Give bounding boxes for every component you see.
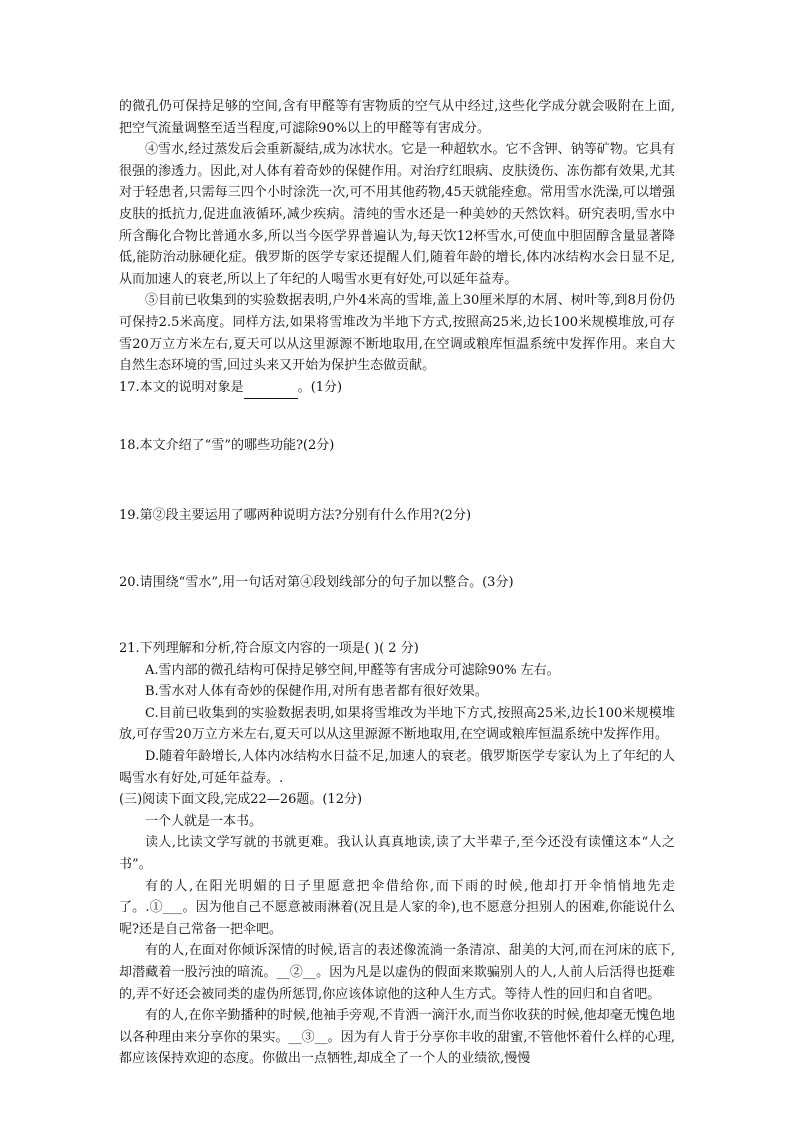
answer-space[interactable] bbox=[119, 457, 675, 505]
answer-space[interactable] bbox=[119, 527, 675, 572]
section-3-paragraph-2: 读人,比读文学写就的书就更难。我认认真真地读,读了大半辈子,至今还没有读懂这本“人之书”。 bbox=[119, 835, 675, 873]
passage-paragraph-continued: 的微孔仍可保持足够的空间,含有甲醛等有害物质的空气从中经过,这些化学成分就会吸附在上面,把空气流量调整至适当程度,可滤除90%以上的甲醛等有害成分。 bbox=[119, 99, 675, 136]
document-body bbox=[119, 96, 675, 1070]
question-21-option-b[interactable]: B.雪水对人体有奇妙的保健作用,对所有患者都有很好效果。 bbox=[145, 684, 488, 700]
question-17-score: 。(1分) bbox=[297, 379, 343, 395]
passage-paragraph-5: ⑤目前已收集到的实验数据表明,户外4米高的雪堆,盖上30厘米厚的木屑、树叶等,到8月份仍可保持2.5米高度。同样方法,如果将雪堆改为半地下方式,按照高25米,边长100米规模堆放,可存雪20万立方米左右,夏天可以从这里源源不断地取用,在空调或粮库恒温系统中发挥作用。来自大自然生态环境的雪,回过头来又开始为保护生态做贡献。 bbox=[119, 293, 675, 374]
question-18: 18.本文介绍了“雪”的哪些功能?(2分) bbox=[119, 438, 335, 454]
question-17-text: 17.本文的说明对象是 bbox=[119, 379, 244, 395]
question-21: 21.下列理解和分析,符合原文内容的一项是( )( 2 分) bbox=[119, 641, 419, 657]
question-21-option-a[interactable]: A.雪内部的微孔结构可保持足够空间,甲醛等有害成分可滤除90% 左右。 bbox=[145, 662, 560, 678]
question-19: 19.第②段主要运用了哪两种说明方法?分别有什么作用?(2分) bbox=[119, 507, 472, 523]
section-3-paragraph-4: 有的人,在面对你倾诉深情的时候,语言的表述像流淌一条清凉、甜美的大河,而在河床的底下,却潜藏着一股污浊的暗流。__②__。因为凡是以虚伪的假面来欺骗别人的人,人前人后活得也挺难的,弄不好还会被同类的虚伪所惩罚,你应该体谅他的这种人生方式。等待人性的回归和自省吧。 bbox=[119, 943, 675, 1002]
section-3-paragraph-3: 有的人,在阳光明媚的日子里愿意把伞借给你,而下雨的时候,他却打开伞悄悄地先走了。.①___。因为他自己不愿意被雨淋着(况且是人家的伞),也不愿意分担别人的困难,你能说什么呢?还是自己常备一把伞吧。 bbox=[119, 878, 675, 937]
section-3-paragraph-5: 有的人,在你辛勤播种的时候,他袖手旁观,不肯洒一滴汗水,而当你收获的时候,他却毫无愧色地以各种理由来分享你的果实。__③__。因为有人肯于分享你丰收的甜蜜,不管他怀着什么样的心理,都应该保持欢迎的态度。你做出一点牺牲,却成全了一个人的业绩欲,慢慢 bbox=[119, 1008, 675, 1067]
section-3-heading: (三)阅读下面文段,完成22—26题。(12分) bbox=[119, 792, 363, 808]
answer-blank[interactable] bbox=[244, 377, 298, 400]
answer-space[interactable] bbox=[119, 399, 675, 435]
section-3-paragraph-1: 一个人就是一本书。 bbox=[145, 813, 263, 829]
question-17 bbox=[119, 377, 675, 400]
passage-paragraph-4: ④雪水,经过蒸发后会重新凝结,成为冰状水。它是一种超软水。它不含钾、钠等矿物。它具有很强的渗透力。因此,对人体有着奇妙的保健作用。对治疗红眼病、皮肤烫伤、冻伤都有效果,尤其对于轻患者,只需每三四个小时涂洗一次,可不用其他药物,45天就能痊愈。常用雪水洗澡,可以增强皮肤的抵抗力,促进血液循环,减少疾病。清纯的雪水还是一种美妙的天然饮料。研究表明,雪水中所含酶化合物比普通水多,所以当今医学界普遍认为,每天饮12杯雪水,可使血中胆固醇含量显著降低,能防治动脉硬化症。俄罗斯的医学专家还提醒人们,随着年龄的增长,体内冰结构水会日显不足,从而加速人的衰老,所以上了年纪的人喝雪水更有好处,可以延年益寿。 bbox=[119, 142, 675, 287]
question-21-option-c[interactable]: C.目前已收集到的实验数据表明,如果将雪堆改为半地下方式,按照高25米,边长100米规模堆放,可存雪20万立方米左右,夏天可以从这里源源不断地取用,在空调或粮库恒温系统中发挥作用。 bbox=[119, 705, 675, 743]
question-20: 20.请围绕“雪水”,用一句话对第④段划线部分的句子加以整合。(3分) bbox=[119, 574, 514, 590]
question-21-option-d[interactable]: D.随着年龄增长,人体内冰结构水日益不足,加速人的衰老。俄罗斯医学专家认为上了年纪的人喝雪水有好处,可延年益寿。. bbox=[119, 749, 675, 786]
answer-space[interactable] bbox=[119, 593, 675, 638]
